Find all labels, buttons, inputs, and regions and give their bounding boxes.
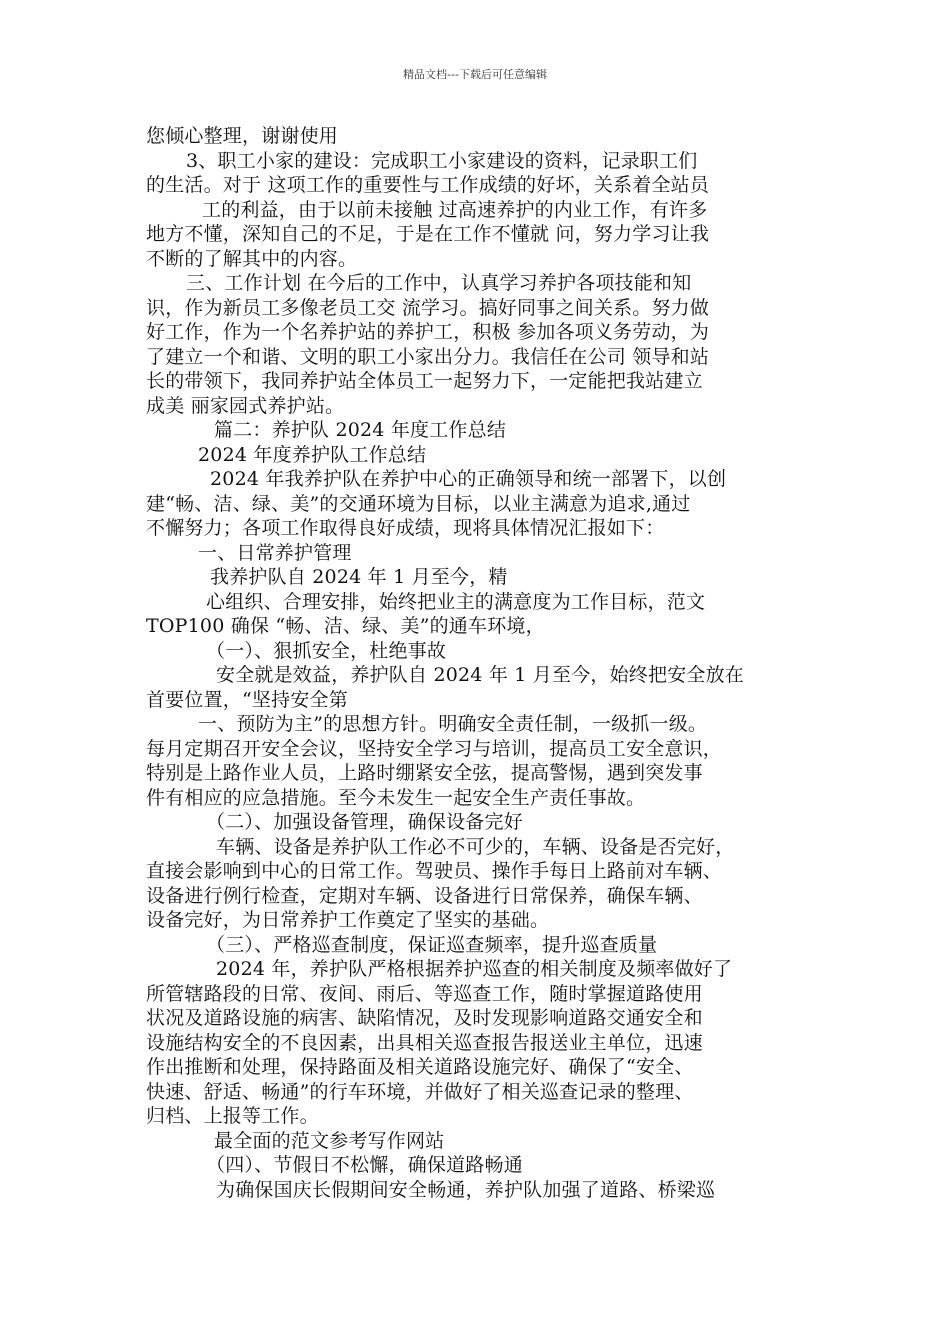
text-line: 我养护队自 2024 年 1 月至今，精 <box>210 566 508 588</box>
text-line: 一、预防为主”的思想方针。明确安全责任制，一级抓一级。 <box>198 713 708 735</box>
text-line: 2024 年我养护队在养护中心的正确领导和统一部署下，以创 <box>210 468 727 490</box>
text-line: 最全面的范文参考写作网站 <box>214 1129 445 1152</box>
text-line: 2024 年，养护队严格根据养护巡查的相关制度及频率做好了 <box>216 958 733 980</box>
text-line: 的生活。对于 这项工作的重要性与工作成绩的好坏，关系着全站员 <box>146 174 710 196</box>
section-heading: （三）、严格巡查制度，保证巡查频率，提升巡查质量 <box>206 933 658 956</box>
text-line: 了建立一个和谐、文明的职工小家出分力。我信任在公司 领导和站 <box>146 345 710 368</box>
text-line: 快速、舒适、畅通”的行车环境，并做好了相关巡查记录的整理、 <box>146 1080 694 1103</box>
text-line: 工的利益，由于以前未接触 过高速养护的内业工作，有许多 <box>202 198 708 221</box>
text-line: 设备完好，为日常养护工作奠定了坚实的基础。 <box>146 909 550 931</box>
section-heading: （二）、加强设备管理，确保设备完好 <box>206 811 523 833</box>
text-line: 状况及道路设施的病害、缺陷情况，及时发现影响道路交通安全和 <box>146 1007 703 1029</box>
text-line: 3、职工小家的建设：完成职工小家建设的资料，记录职工们 <box>186 149 698 172</box>
text-line: 作出推断和处理，保持路面及相关道路设施完好、确保了“安全、 <box>146 1056 694 1078</box>
text-line: 您倾心整理，谢谢使用 <box>146 125 339 147</box>
text-line: 三、工作计划 在今后的工作中，认真学习养护各项技能和知 <box>186 272 692 294</box>
section-heading: 篇二：养护队 2024 年度工作总结 <box>214 419 507 441</box>
section-heading: （一）、狠抓安全，杜绝事故 <box>206 639 447 662</box>
text-line: 特别是上路作业人员，上路时绷紧安全弦，提高警惕，遇到突发事 <box>146 762 703 784</box>
text-line: 车辆、设备是养护队工作必不可少的，车辆、设备是否完好， <box>216 835 735 858</box>
text-line: 成美 丽家园式养护站。 <box>146 394 345 417</box>
text-line: 建“畅、洁、绿、美”的交通环境为目标，以业主满意为追求,通过 <box>146 492 691 515</box>
text-line: 归档、上报等工作。 <box>146 1105 319 1127</box>
text-line: 设备进行例行检查，定期对车辆、设备进行日常保养，确保车辆、 <box>146 884 703 907</box>
document-body <box>146 124 812 1202</box>
section-heading: 2024 年度养护队工作总结 <box>198 443 427 466</box>
text-line: 件有相应的应急措施。至今未发生一起安全生产责任事故。 <box>146 786 646 809</box>
text-line: 安全就是效益，养护队自 2024 年 1 月至今，始终把安全放在 <box>216 664 745 686</box>
text-line: 所管辖路段的日常、夜间、雨后、等巡查工作，随时掌握道路使用 <box>146 982 703 1005</box>
text-line: 不断的了解其中的内容。 <box>146 247 358 270</box>
text-line: 心组织、合理安排，始终把业主的满意度为工作目标，范文 <box>206 590 706 613</box>
text-line: TOP100 确保 “畅、洁、绿、美”的通车环境， <box>146 615 545 637</box>
text-line: 为确保国庆长假期间安全畅通，养护队加强了道路、桥梁巡 <box>216 1178 716 1201</box>
text-line: 直接会影响到中心的日常工作。驾驶员、操作手每日上路前对车辆、 <box>146 860 723 882</box>
section-heading: （四）、节假日不松懈，确保道路畅通 <box>206 1154 523 1176</box>
text-line: 设施结构安全的不良因素，出具相关巡查报告报送业主单位，迅速 <box>146 1031 703 1054</box>
text-line: 首要位置，“坚持安全第 <box>146 688 348 711</box>
text-line: 每月定期召开安全会议，坚持安全学习与培训，提高员工安全意识， <box>146 737 723 760</box>
text-line: 识，作为新员工多像老员工交 流学习。搞好同事之间关系。努力做 <box>146 296 710 319</box>
section-heading: 一、日常养护管理 <box>198 541 352 564</box>
text-line: 地方不懂，深知自己的不足，于是在工作不懂就 问，努力学习让我 <box>146 223 710 245</box>
text-line: 长的带领下，我同养护站全体员工一起努力下，一定能把我站建立 <box>146 370 703 392</box>
text-line: 好工作，作为一个名养护站的养护工，积极 参加各项义务劳动，为 <box>146 321 710 343</box>
page-header: 精品文档---下载后可任意编辑 <box>403 68 547 81</box>
text-line: 不懈努力；各项工作取得良好成绩，现将具体情况汇报如下： <box>146 517 665 539</box>
